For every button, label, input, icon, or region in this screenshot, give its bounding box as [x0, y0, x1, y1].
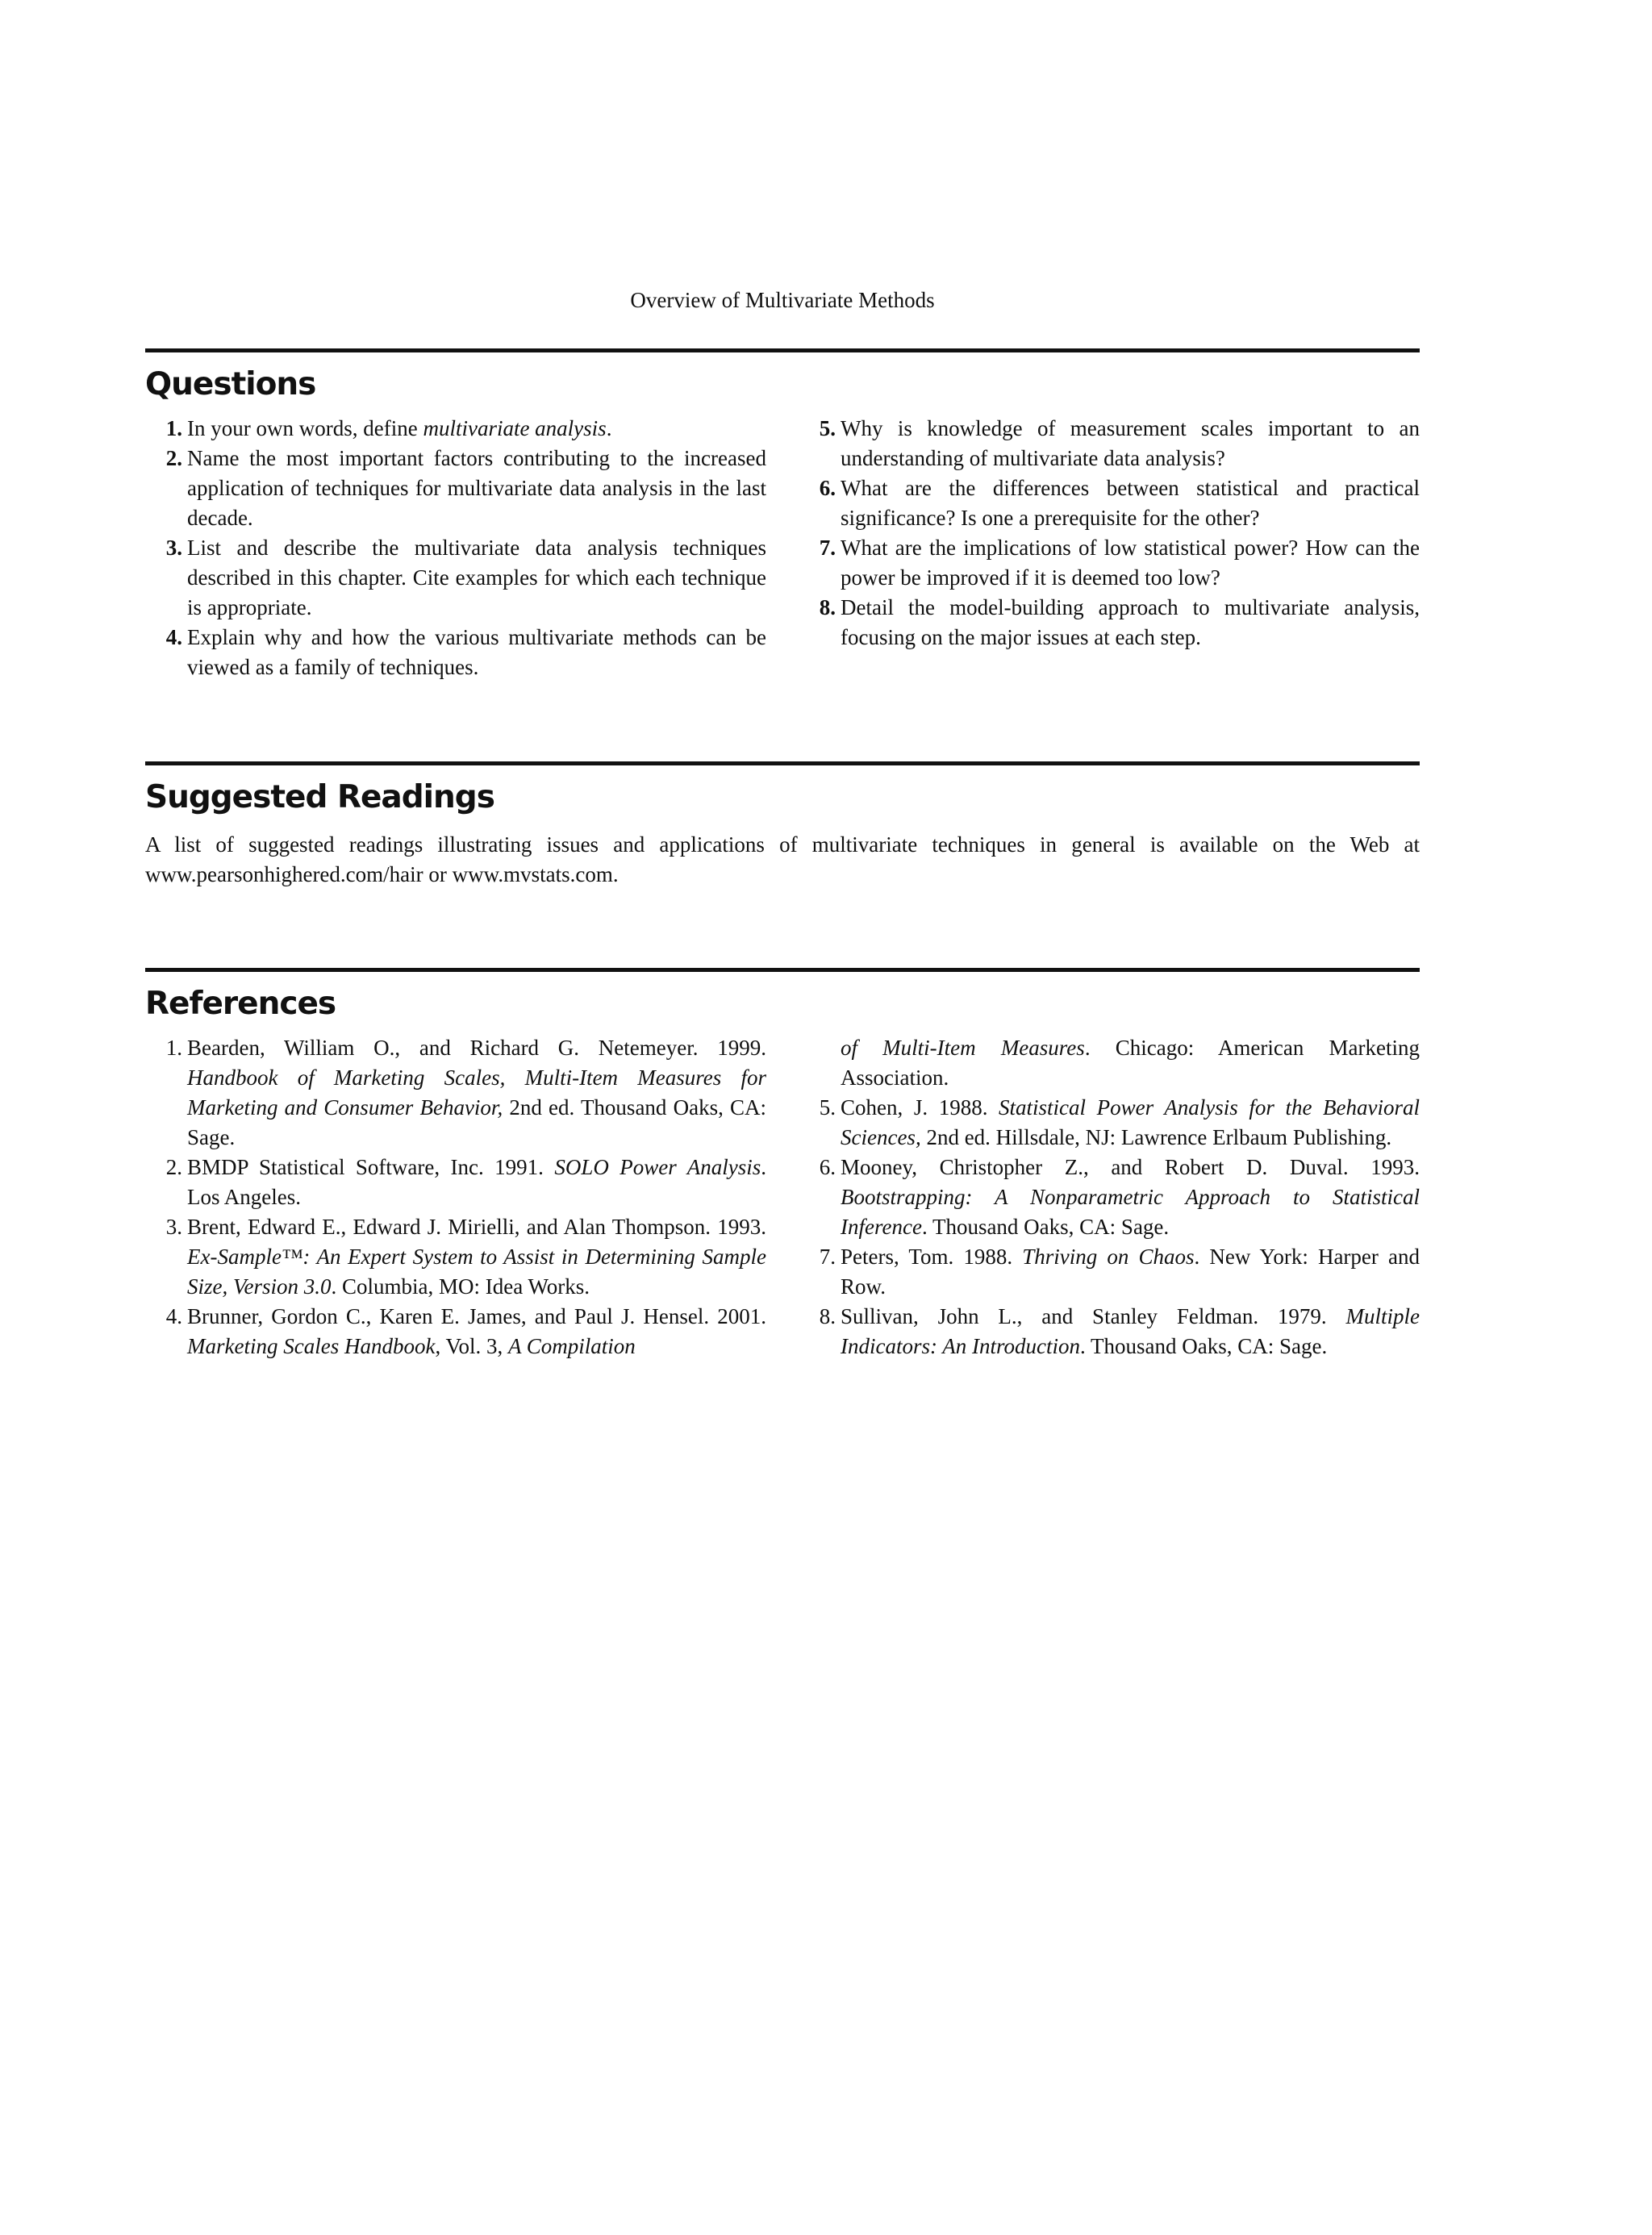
reference-item-continued: of Multi-Item Measures. Chicago: American Marketing Association.	[841, 1036, 1420, 1090]
question-item: 8. Detail the model-building approach to multivariate analysis, focusing on the major issues at each step.	[819, 595, 1420, 649]
question-item: 5. Why is knowledge of measurement scales important to an understanding of multivariate data analysis?	[819, 416, 1420, 470]
running-head: Overview of Multivariate Methods	[630, 288, 935, 312]
question-item: 6. What are the differences between statistical and practical significance? Is one a prerequisite for the other?	[819, 476, 1420, 530]
suggested-readings-section	[145, 761, 1420, 911]
section-rule	[145, 761, 1420, 765]
question-item: 7. What are the implications of low statistical power? How can the power be improved if it is deemed too low?	[819, 536, 1420, 590]
question-item: 3. List and describe the multivariate data analysis techniques described in this chapter. Cite examples for which each technique is appropriate.	[165, 536, 766, 619]
questions-heading: Questions	[145, 366, 316, 402]
reference-item: 2. BMDP Statistical Software, Inc. 1991. SOLO Power Analysis. Los Angeles.	[165, 1155, 766, 1209]
question-item: 4. Explain why and how the various multivariate methods can be viewed as a family of techniques.	[165, 625, 766, 679]
section-rule	[145, 348, 1420, 352]
references-columns	[145, 1033, 1420, 1361]
reference-item: 7. Peters, Tom. 1988. Thriving on Chaos. New York: Harper and Row.	[819, 1245, 1420, 1299]
reference-item: 3. Brent, Edward E., Edward J. Mirielli, and Alan Thompson. 1993. Ex-Sample™: An Expert System to Assist in Determining Sample Size, Version 3.0. Columbia, MO: Idea Works.	[165, 1215, 766, 1299]
reference-item: 8. Sullivan, John L., and Stanley Feldman. 1979. Multiple Indicators: An Introduction. Thousand Oaks, CA: Sage.	[819, 1304, 1420, 1358]
questions-right-column	[799, 414, 1420, 682]
suggested-readings-text: A list of suggested readings illustrating issues and applications of multivariate techniques in general is available on the Web at www.pearsonhighered.com/hair or www.mvstats.com.	[145, 832, 1420, 886]
questions-columns	[145, 414, 1420, 682]
question-item: 2. Name the most important factors contributing to the increased application of techniques for multivariate data analysis in the last decade.	[165, 446, 766, 530]
reference-item: 4. Brunner, Gordon C., Karen E. James, and Paul J. Hensel. 2001. Marketing Scales Handbook, Vol. 3, A Compilation	[165, 1304, 766, 1358]
section-rule	[145, 968, 1420, 972]
questions-section	[145, 348, 1420, 682]
references-heading: References	[145, 986, 336, 1022]
references-right-column	[799, 1033, 1420, 1361]
question-item: 1. In your own words, define multivariate analysis.	[165, 416, 612, 440]
reference-item: 1. Bearden, William O., and Richard G. Netemeyer. 1999. Handbook of Marketing Scales, Multi-Item Measures for Marketing and Consumer Behavior, 2nd ed. Thousand Oaks, CA: Sage.	[165, 1036, 767, 1149]
suggested-readings-heading: Suggested Readings	[145, 779, 494, 815]
reference-item: 6. Mooney, Christopher Z., and Robert D. Duval. 1993. Bootstrapping: A Nonparametric Approach to Statistical Inference. Thousand Oaks, CA: Sage.	[819, 1155, 1420, 1239]
references-section	[145, 968, 1420, 1361]
reference-item: 5. Cohen, J. 1988. Statistical Power Analysis for the Behavioral Sciences, 2nd ed. Hillsdale, NJ: Lawrence Erlbaum Publishing.	[819, 1095, 1420, 1149]
references-left-column	[145, 1033, 766, 1361]
questions-left-column	[145, 414, 766, 682]
